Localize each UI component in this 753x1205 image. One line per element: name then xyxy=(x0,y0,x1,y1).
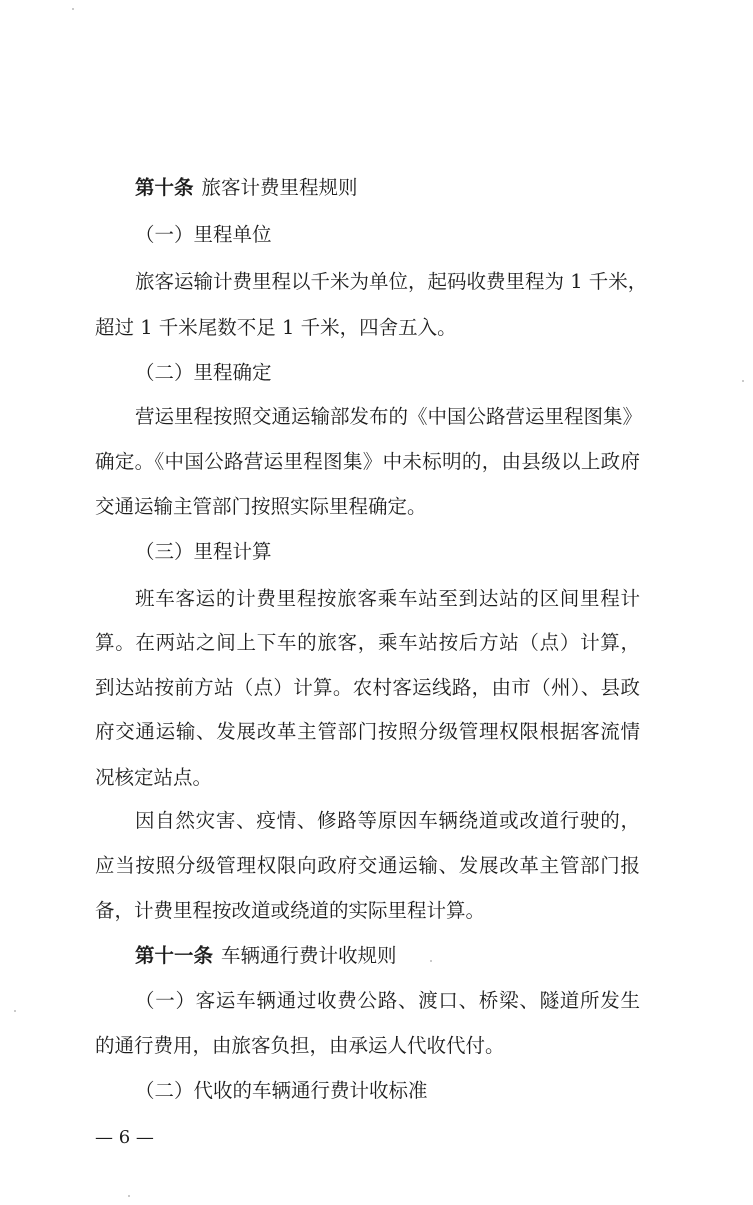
section-3-title: （三）里程计算 xyxy=(135,540,272,563)
paragraph-line: （一）客运车辆通过收费公路、渡口、桥梁、隧道所发生 xyxy=(135,989,640,1012)
scan-speck xyxy=(128,1195,130,1197)
paragraph-line: 交通运输主管部门按照实际里程确定。 xyxy=(95,495,427,518)
scan-speck xyxy=(430,960,432,962)
paragraph-line: 超过 1 千米尾数不足 1 千米，四舍五入。 xyxy=(95,316,457,339)
scan-speck xyxy=(742,380,744,382)
article-11-title: 车辆通行费计收规则 xyxy=(221,944,397,967)
article-11-number: 第十一条 xyxy=(135,944,214,967)
paragraph-line: 算。在两站之间上下车的旅客，乘车站按后方站（点）计算， xyxy=(95,631,640,654)
paragraph-line: 旅客运输计费里程以千米为单位，起码收费里程为 1 千米， xyxy=(135,270,648,293)
section-2-title: （二）里程确定 xyxy=(135,361,272,384)
paragraph-line: 到达站按前方站（点）计算。农村客运线路，由市（州）、县政 xyxy=(95,676,640,699)
page-number: — 6 — xyxy=(95,1127,154,1148)
paragraph-line: 因自然灾害、疫情、修路等原因车辆绕道或改道行驶的， xyxy=(135,809,640,832)
paragraph-line: 确定。《中国公路营运里程图集》中未标明的，由县级以上政府 xyxy=(95,450,640,473)
scan-speck xyxy=(14,1010,16,1012)
article-10-heading xyxy=(135,173,358,203)
paragraph-line: 应当按照分级管理权限向政府交通运输、发展改革主管部门报 xyxy=(95,854,640,877)
paragraph-line: 府交通运输、发展改革主管部门按照分级管理权限根据客流情 xyxy=(95,720,640,743)
paragraph-line: 的通行费用，由旅客负担，由承运人代收代付。 xyxy=(95,1034,505,1057)
paragraph-line: 班车客运的计费里程按旅客乘车站至到达站的区间里程计 xyxy=(135,587,640,610)
article-10-number: 第十条 xyxy=(135,176,194,199)
scan-speck xyxy=(72,8,74,10)
section-2-title: （二）代收的车辆通行费计收标准 xyxy=(135,1079,428,1102)
section-1-title: （一）里程单位 xyxy=(135,223,272,246)
paragraph-line: 况核定站点。 xyxy=(95,766,213,789)
paragraph-line: 营运里程按照交通运输部发布的《中国公路营运里程图集》 xyxy=(135,405,643,428)
paragraph-line: 备，计费里程按改道或绕道的实际里程计算。 xyxy=(95,899,486,922)
article-10-title: 旅客计费里程规则 xyxy=(201,176,358,199)
article-11-heading xyxy=(135,941,397,971)
